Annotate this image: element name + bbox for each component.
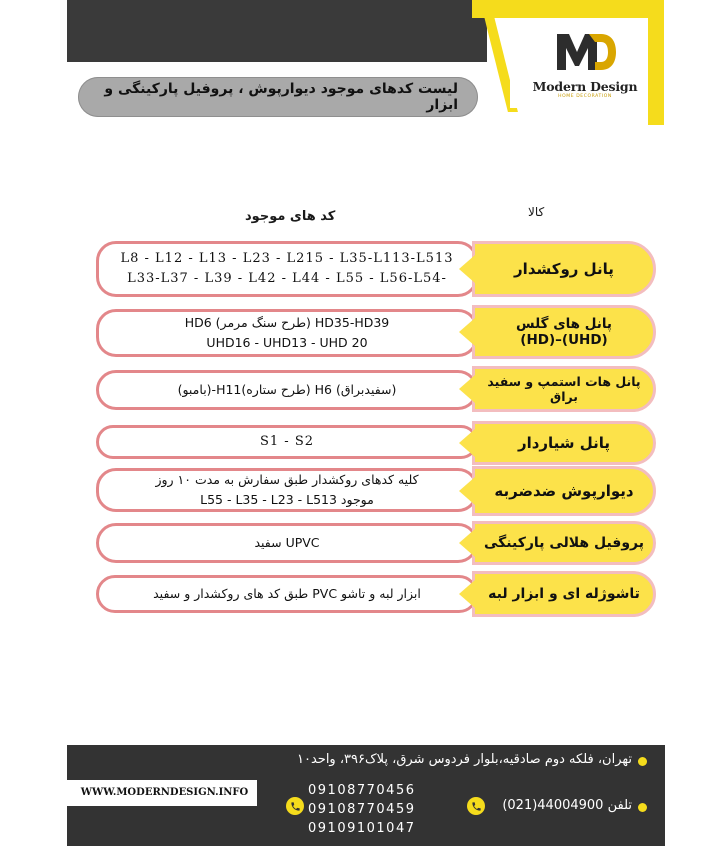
phone-icon: [467, 797, 485, 815]
tel-bullet-icon: [638, 803, 647, 812]
row-product-7: [472, 571, 656, 617]
address-bullet-icon: [638, 757, 647, 766]
row-product-3: [472, 366, 656, 412]
row-code-line: ابزار لبه و تاشو PVC طبق کد های روکشدار و سفید: [153, 586, 421, 601]
row-code-line: UPVC سفید: [254, 535, 320, 550]
mobile-number[interactable]: 09109101047: [308, 821, 416, 836]
column-header-product: کالا: [528, 205, 545, 219]
row-product-label: پانل هات استمپ و سفید براق: [487, 374, 641, 404]
page-title-text: لیست کدهای موجود دیوارپوش ، پروفیل پارکینگی و ابزار: [104, 81, 458, 113]
footer-tel: [470, 798, 632, 813]
logo-md-icon: [555, 32, 617, 72]
row-product-4: [472, 421, 656, 465]
row-codes-1: [96, 241, 478, 297]
mobile-number[interactable]: 09108770456: [308, 783, 416, 798]
row-product-2: [472, 305, 656, 359]
column-header-codes: کد های موجود: [245, 209, 336, 224]
footer-address: تهران، فلکه دوم صادقیه،بلوار فردوس شرق، پلاک۳۹۶، واحد۱۰: [296, 752, 632, 767]
row-codes-7: [96, 575, 478, 613]
row-code-line: L33-L37 - L39 - L42 - L44 - L55 - L56-L54-: [127, 271, 447, 286]
row-codes-4: [96, 425, 478, 459]
header-yellow-band: [472, 0, 662, 18]
header-yellow-side: [648, 0, 664, 125]
tel-number[interactable]: (021)44004900: [502, 798, 604, 813]
row-code-line: (سفیدبراق) H6 (طرح ستاره)H11-(بامبو): [177, 382, 397, 397]
row-product-6: [472, 521, 656, 565]
row-code-line: UHD16 - UHD13 - UHD 20: [206, 335, 368, 350]
tel-label: تلفن: [607, 798, 632, 813]
row-codes-2: [96, 309, 478, 357]
row-product-label: پانل روکشدار: [514, 260, 614, 278]
page-title: [78, 77, 478, 117]
row-code-line: L8 - L12 - L13 - L23 - L215 - L35-L113-L513: [120, 251, 454, 266]
row-codes-6: [96, 523, 478, 563]
row-code-line: HD35-HD39 (طرح سنگ مرمر) HD6: [184, 315, 390, 330]
row-product-1: [472, 241, 656, 297]
mobile-number[interactable]: 09108770459: [308, 802, 416, 817]
row-product-5: [472, 466, 656, 516]
header-dark-band: [67, 0, 487, 62]
row-product-label: پانل شیاردار: [517, 434, 611, 452]
logo-subtext: HOME DECORATION: [558, 94, 612, 99]
row-product-label: پانل های گلس (UHD)–(HD): [516, 316, 612, 348]
mobile-icon: [286, 797, 304, 815]
logo-text: Modern Design: [532, 79, 638, 94]
row-product-label: پروفیل هلالی پارکینگی: [484, 535, 645, 551]
row-codes-5: [96, 468, 478, 512]
row-codes-3: [96, 370, 478, 410]
footer-mobiles: [308, 781, 418, 838]
row-code-line: کلیه کدهای روکشدار طبق سفارش به مدت ۱۰ روز: [155, 472, 419, 487]
row-product-label: تاشوژله ای و ابزار لبه: [488, 586, 640, 602]
row-product-label: دیوارپوش ضدضربه: [494, 482, 634, 500]
row-code-line: موجود L55 - L35 - L23 - L513: [200, 492, 374, 507]
footer-website[interactable]: WWW.MODERNDESIGN.INFO: [80, 787, 249, 798]
row-code-line: S1 - S2: [259, 434, 314, 449]
